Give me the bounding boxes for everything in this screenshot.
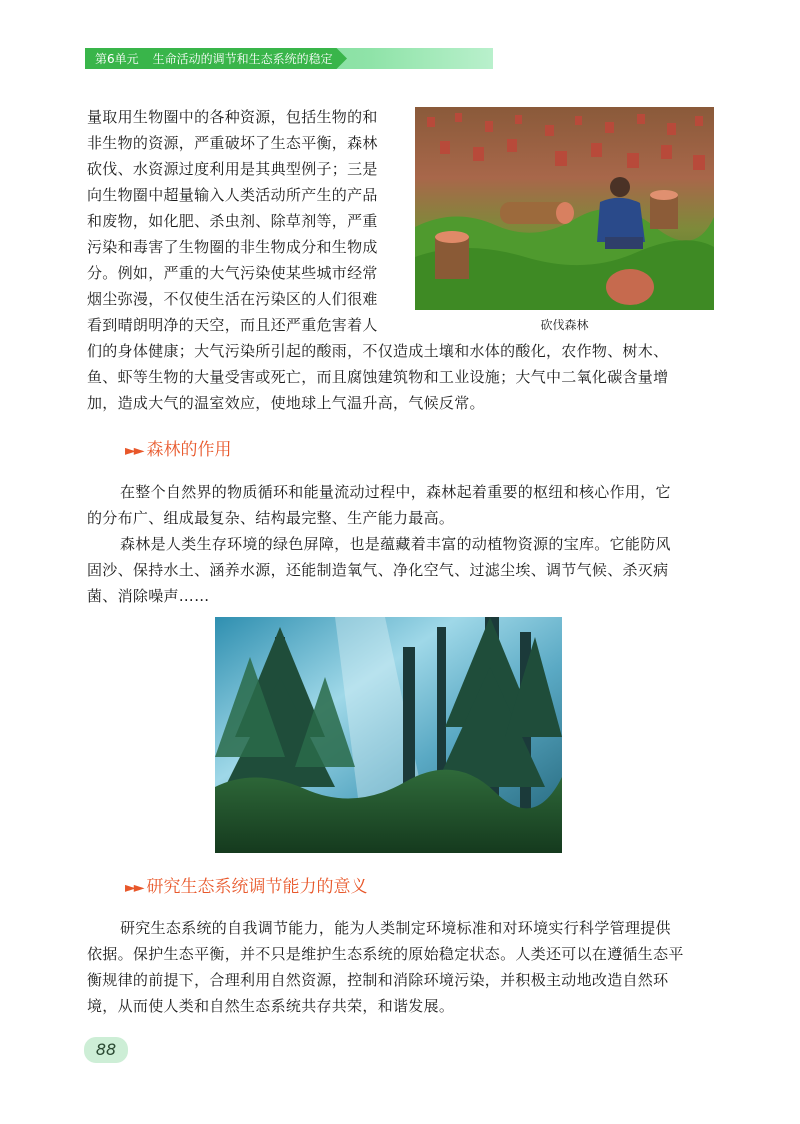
text-line: 研究生态系统的自我调节能力，能为人类制定环境标准和对环境实行科学管理提供: [120, 919, 671, 937]
unit-label: 第6单元: [95, 52, 139, 66]
unit-title: 生命活动的调节和生态系统的稳定: [152, 52, 333, 66]
text-line: 分。例如，严重的大气污染使某些城市经常: [87, 264, 378, 282]
text-line: 境，从而使人类和自然生态系统共存共荣，和谐发展。: [87, 997, 455, 1015]
text-line: 和废物，如化肥、杀虫剂、除草剂等，严重: [87, 212, 378, 230]
text-line: 向生物圈中超量输入人类活动所产生的产品: [87, 186, 378, 204]
page-number: 88: [95, 1040, 117, 1059]
page-number-badge: [84, 1037, 128, 1063]
text-line: 的分布广、组成最复杂、结构最完整、生产能力最高。: [87, 509, 455, 527]
text-line: 森林是人类生存环境的绿色屏障，也是蕴藏着丰富的动植物资源的宝库。它能防风: [120, 535, 671, 553]
chapter-header: [95, 50, 333, 68]
body-paragraph-4: [87, 915, 684, 1019]
text-line: 非生物的资源，严重破坏了生态平衡，森林: [87, 134, 378, 152]
text-line: 在整个自然界的物质循环和能量流动过程中，森林起着重要的枢纽和核心作用，它: [120, 483, 671, 501]
text-line: 加，造成大气的温室效应，使地球上气温升高，气候反常。: [87, 394, 485, 412]
double-arrow-icon: ►►: [125, 880, 143, 896]
text-line: 鱼、虾等生物的大量受害或死亡，而且腐蚀建筑物和工业设施；大气中二氧化碳含量增: [87, 368, 669, 386]
section-title: 研究生态系统调节能力的意义: [146, 877, 368, 897]
body-paragraph-2: [87, 479, 671, 531]
text-line: 烟尘弥漫，不仅使生活在污染区的人们很难: [87, 290, 378, 308]
double-arrow-icon: ►►: [125, 443, 143, 459]
text-line: 砍伐、水资源过度利用是其典型例子；三是: [87, 160, 378, 178]
text-line: 固沙、保持水土、涵养水源，还能制造氧气、净化空气、过滤尘埃、调节气候、杀灭病: [87, 561, 669, 579]
text-line: 污染和毒害了生物圈的非生物成分和生物成: [87, 238, 378, 256]
section-title: 森林的作用: [146, 440, 232, 460]
misty-forest-photo: [215, 617, 562, 853]
text-line: 衡规律的前提下，合理利用自然资源，控制和消除环境污染，并积极主动地改造自然环: [87, 971, 669, 989]
text-line: 看到晴朗明净的天空，而且还严重危害着人: [87, 316, 378, 334]
section-heading-regulation-significance: [125, 872, 368, 897]
deforestation-photo: [415, 107, 714, 310]
text-line: 依据。保护生态平衡，并不只是维护生态系统的原始稳定状态。人类还可以在遵循生态平: [87, 945, 684, 963]
figure-caption: 砍伐森林: [540, 318, 589, 332]
text-line: 菌、消除噪声……: [87, 587, 210, 605]
text-line: 量取用生物圈中的各种资源，包括生物的和: [87, 108, 378, 126]
text-line: 们的身体健康；大气污染所引起的酸雨，不仅造成土壤和水体的酸化，农作物、树木、: [87, 342, 669, 360]
body-paragraph-3: [87, 531, 671, 609]
section-heading-forest-role: [125, 435, 232, 460]
